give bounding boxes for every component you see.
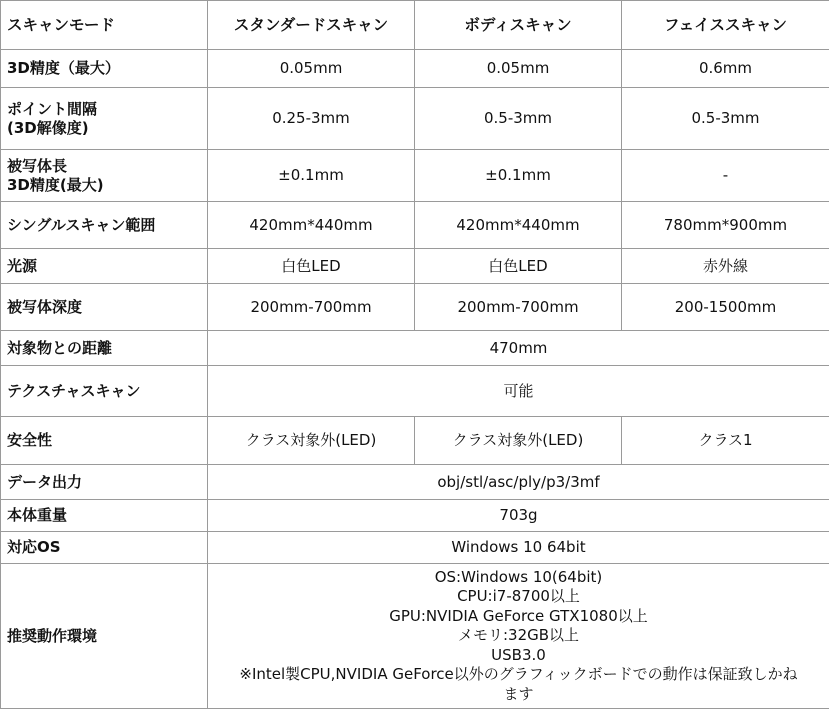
cell-body: 白色LED: [415, 249, 622, 284]
cell-face: クラス1: [622, 417, 829, 465]
row-recommended-environment: [1, 564, 829, 709]
cell-face: -: [622, 150, 829, 202]
header-body-scan: ボディスキャン: [415, 1, 622, 50]
cell-requirements: [208, 564, 829, 709]
row-point-spacing: [1, 88, 829, 150]
req-line-usb: USB3.0: [491, 645, 546, 664]
header-mode-label: スキャンモード: [1, 1, 208, 50]
req-line-memory: メモリ:32GB以上: [457, 626, 580, 645]
row-label: 安全性: [1, 417, 208, 465]
cell-standard: 420mm*440mm: [208, 202, 415, 249]
header-standard-scan: スタンダードスキャン: [208, 1, 415, 50]
cell-body: 0.05mm: [415, 50, 622, 88]
row-single-scan-range: [1, 202, 829, 249]
header-row: [1, 1, 829, 50]
row-3d-accuracy: [1, 50, 829, 88]
req-line-gpu: GPU:NVIDIA GeForce GTX1080以上: [389, 606, 648, 625]
cell-standard: クラス対象外(LED): [208, 417, 415, 465]
row-body-weight: [1, 500, 829, 532]
row-label: データ出力: [1, 465, 208, 500]
cell-standard: 白色LED: [208, 249, 415, 284]
cell-merged: 703g: [208, 500, 829, 532]
cell-body: 420mm*440mm: [415, 202, 622, 249]
req-line-note-cont: ます: [503, 684, 534, 703]
req-line-cpu: CPU:i7-8700以上: [457, 587, 580, 606]
row-subject-length-accuracy: [1, 150, 829, 202]
cell-face: 200-1500mm: [622, 284, 829, 331]
row-label: シングルスキャン範囲: [1, 202, 208, 249]
cell-merged: Windows 10 64bit: [208, 532, 829, 564]
cell-standard: 200mm-700mm: [208, 284, 415, 331]
cell-body: 200mm-700mm: [415, 284, 622, 331]
row-label-line: ポイント間隔: [7, 99, 98, 118]
row-label: [1, 150, 208, 202]
cell-face: 780mm*900mm: [622, 202, 829, 249]
row-label: [1, 88, 208, 150]
cell-merged: obj/stl/asc/ply/p3/3mf: [208, 465, 829, 500]
cell-merged: 470mm: [208, 331, 829, 366]
row-label-line: (3D解像度): [7, 118, 89, 137]
cell-merged: 可能: [208, 366, 829, 417]
row-label: テクスチャスキャン: [1, 366, 208, 417]
cell-body: 0.5-3mm: [415, 88, 622, 150]
row-label-line: 3D精度(最大): [7, 175, 104, 194]
cell-face: 0.6mm: [622, 50, 829, 88]
row-texture-scan: [1, 366, 829, 417]
row-label: 被写体深度: [1, 284, 208, 331]
req-line-os: OS:Windows 10(64bit): [434, 568, 603, 587]
row-label: 3D精度（最大）: [1, 50, 208, 88]
row-safety: [1, 417, 829, 465]
header-face-scan: フェイススキャン: [622, 1, 829, 50]
row-label: 対応OS: [1, 532, 208, 564]
row-label: 推奨動作環境: [1, 564, 208, 709]
row-supported-os: [1, 532, 829, 564]
row-label: 本体重量: [1, 500, 208, 532]
row-data-output: [1, 465, 829, 500]
cell-body: クラス対象外(LED): [415, 417, 622, 465]
row-label: 光源: [1, 249, 208, 284]
row-depth-of-field: [1, 284, 829, 331]
row-working-distance: [1, 331, 829, 366]
cell-body: ±0.1mm: [415, 150, 622, 202]
cell-face: 赤外線: [622, 249, 829, 284]
row-light-source: [1, 249, 829, 284]
cell-face: 0.5-3mm: [622, 88, 829, 150]
cell-standard: 0.25-3mm: [208, 88, 415, 150]
req-line-note: ※Intel製CPU,NVIDIA GeForce以外のグラフィックボードでの動作は保証致しかね: [239, 665, 798, 684]
row-label: 対象物との距離: [1, 331, 208, 366]
cell-standard: 0.05mm: [208, 50, 415, 88]
cell-standard: ±0.1mm: [208, 150, 415, 202]
row-label-line: 被写体長: [7, 156, 68, 175]
